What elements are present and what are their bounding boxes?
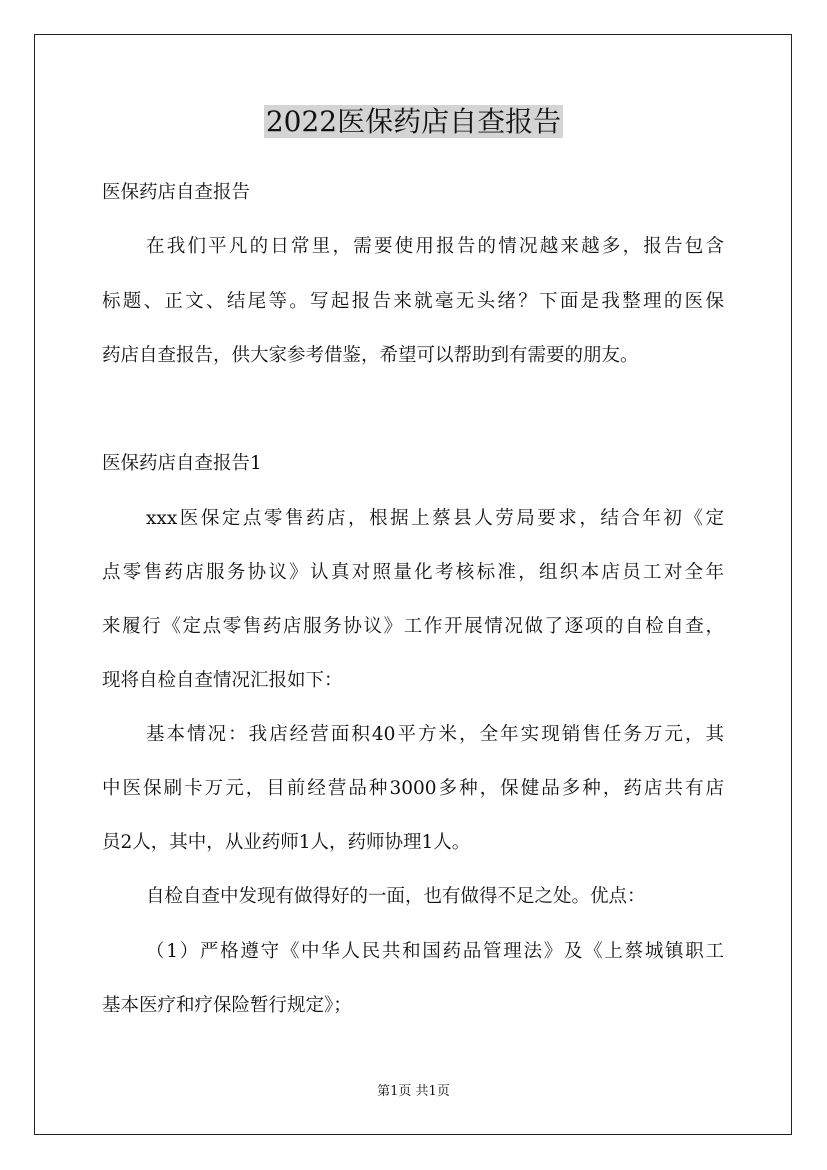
intro-line-3: 药店自查报告，供大家参考借鉴，希望可以帮助到有需要的朋友。	[102, 345, 639, 366]
para-2-line-1: 基本情况：我店经营面积40平方米，全年实现销售任务万元，其	[146, 724, 724, 745]
para-1-line-1: xxx医保定点零售药店，根据上蔡县人劳局要求，结合年初《定	[146, 508, 724, 529]
intro-line-1: 在我们平凡的日常里，需要使用报告的情况越来越多，报告包含	[146, 236, 724, 257]
para-4-line-2: 基本医疗和疗保险暂行规定》；	[102, 995, 352, 1016]
page-footer: 第1页 共1页	[377, 1084, 450, 1099]
para-2-line-3: 员2人，其中，从业药师1人，药师协理1人。	[102, 832, 471, 853]
para-1-line-3: 来履行《定点零售药店服务协议》工作开展情况做了逐项的自检自查，	[102, 616, 724, 637]
section-1-heading: 医保药店自查报告1	[102, 453, 262, 474]
para-1-line-2: 点零售药店服务协议》认真对照量化考核标准，组织本店员工对全年	[102, 562, 724, 583]
para-3-line-1: 自检自查中发现有做得好的一面，也有做得不足之处。优点：	[146, 886, 646, 907]
document-subtitle: 医保药店自查报告	[102, 182, 251, 203]
document-title	[0, 102, 827, 142]
para-4-line-1: （1）严格遵守《中华人民共和国药品管理法》及《上蔡城镇职工	[146, 941, 724, 962]
intro-line-2: 标题、正文、结尾等。写起报告来就毫无头绪？下面是我整理的医保	[102, 291, 724, 312]
document-title-text: 2022医保药店自查报告	[265, 105, 562, 138]
para-2-line-2: 中医保刷卡万元，目前经营品种3000多种，保健品多种，药店共有店	[102, 778, 724, 799]
para-1-line-4: 现将自检自查情况汇报如下：	[102, 670, 343, 691]
